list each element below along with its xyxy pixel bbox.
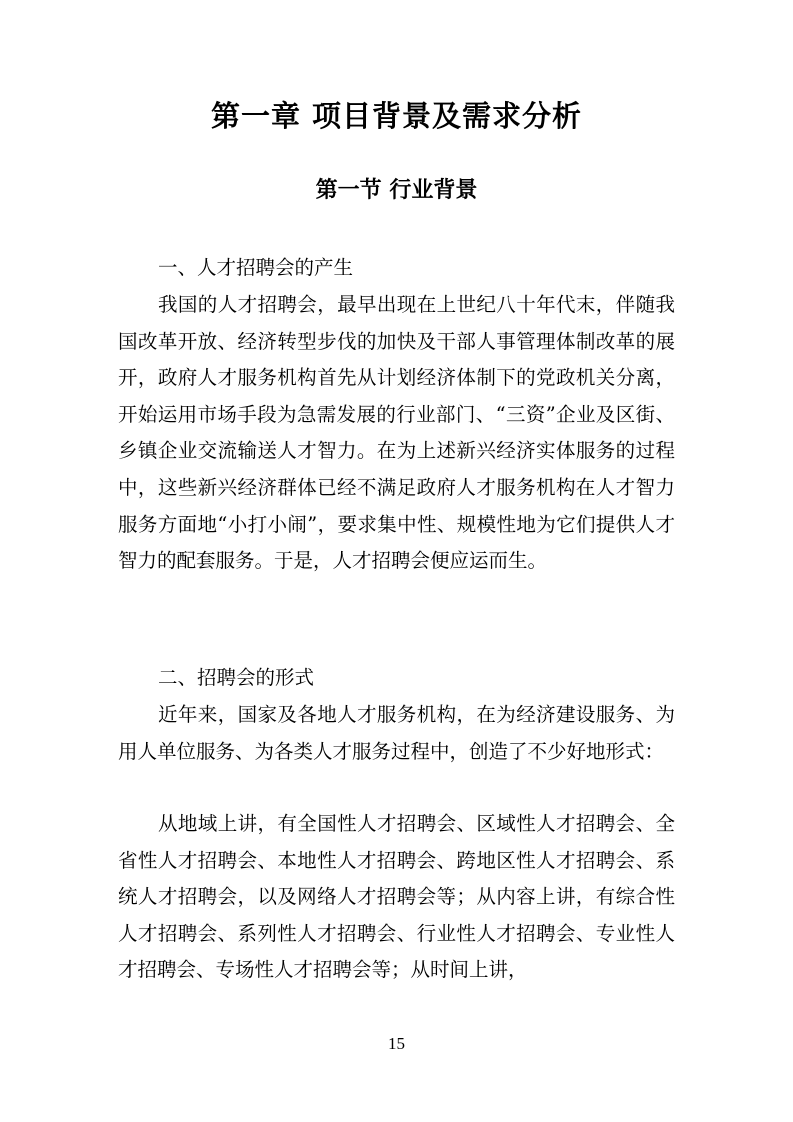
page-number: 15 xyxy=(388,1034,405,1053)
paragraph-forms-detail: 从地域上讲，有全国性人才招聘会、区域性人才招聘会、全省性人才招聘会、本地性人才招聘会、跨地区性人才招聘会、系统人才招聘会，以及网络人才招聘会等；从内容上讲，有综合性人才招聘会、系列性人才招聘会、行业性人才招聘会、专业性人才招聘会、专场性人才招聘会等；从时间上讲， xyxy=(118,812,675,982)
subsection-heading-origin: 一、人才招聘会的产生 xyxy=(158,256,354,279)
chapter-title: 第一章 项目背景及需求分析 xyxy=(210,99,583,133)
subsection-heading-forms: 二、招聘会的形式 xyxy=(158,666,315,689)
section-title: 第一节 行业背景 xyxy=(315,178,478,203)
paragraph-forms-intro: 近年来，国家及各地人才服务机构，在为经济建设服务、为用人单位服务、为各类人才服务过程中，创造了不少好地形式： xyxy=(118,703,675,763)
paragraph-origin: 我国的人才招聘会，最早出现在上世纪八十年代末，伴随我国改革开放、经济转型步伐的加快及干部人事管理体制改革的展开，政府人才服务机构首先从计划经济体制下的党政机关分离，开始运用市场手段为急需发展的行业部门、“三资”企业及区街、乡镇企业交流输送人才智力。在为上述新兴经济实体服务的过程中，这些新兴经济群体已经不满足政府人才服务机构在人才智力服务方面地“小打小闹”，要求集中性、规模性地为它们提供人才智力的配套服务。于是，人才招聘会便应运而生。 xyxy=(118,293,675,573)
